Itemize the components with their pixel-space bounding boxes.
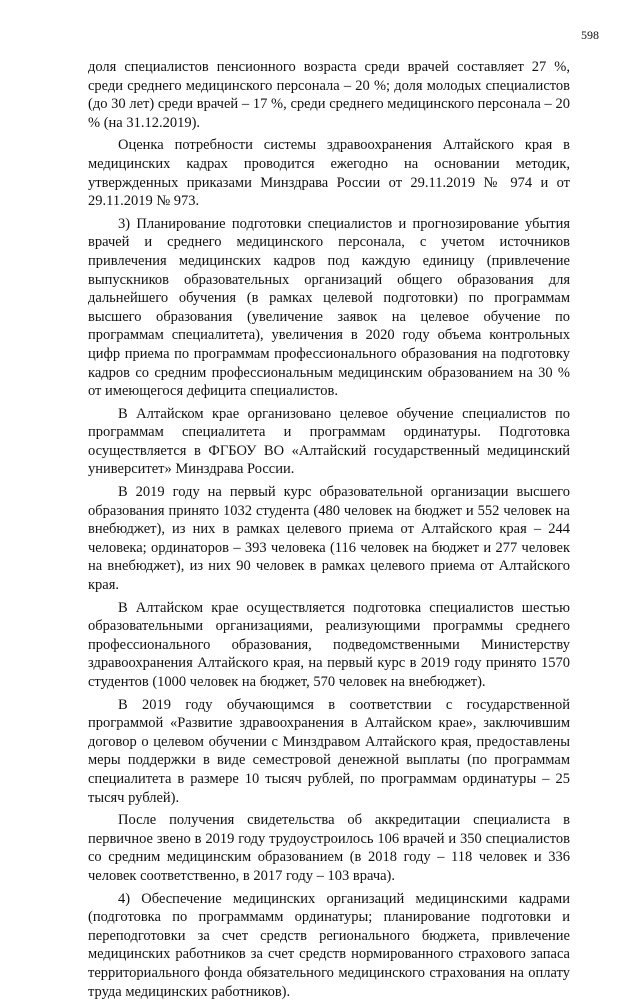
paragraph-training-planning: 3) Планирование подготовки специалистов и прогнозирование убытия врачей и среднего медицинского персонала, с учетом источников привлечения медицинских кадров под каждую единицу (привлечение выпускников образовательных организаций общего образования для дальнейшего обучения (в рамках целевой подготовки) по программам высшего образования (увеличение заявок на целевое обучение по программам специалитета), увеличения в 2020 году объема контрольных цифр приема по программам профессионального образования на подготовку кадров со средним профессиональным медицинским образованием на 30 % от имеющегося дефицита специалистов.	[88, 215, 570, 400]
paragraph-workforce-age-shares: доля специалистов пенсионного возраста среди врачей составляет 27 %, среди среднего медицинского персонала – 20 %; доля молодых специалистов (до 30 лет) среди врачей – 17 %, среди среднего медицинского персонала – 20 % (на 31.12.2019).	[88, 59, 570, 131]
paragraph-staffing-provision: 4) Обеспечение медицинских организаций медицинскими кадрами (подготовка по программамм ординатуры; планирование подготовки и переподготовки за счет средств регионального бюджета, привлечение медицинских работников за счет средств нормированного страхового запаса территориального фонда обязательного медицинского страхования на оплату труда медицинских работников).	[88, 890, 570, 1000]
paragraph-employment-after-accreditation: После получения свидетельства об аккредитации специалиста в первичное звено в 2019 году трудоустроилось 106 врачей и 350 специалистов со средним медицинским образованием (в 2018 году – 118 человек и 336 человек соответственно, в 2017 году – 103 врача).	[88, 812, 570, 884]
document-body	[88, 58, 570, 1005]
paragraph-staffing-needs-assessment: Оценка потребности системы здравоохранения Алтайского края в медицинских кадрах проводится ежегодно на основании методик, утвержденных приказами Минздрава России от 29.11.2019 № 974 и от 29.11.2019 № 973.	[88, 137, 570, 210]
page-number: 598	[581, 28, 599, 42]
paragraph-vocational-training: В Алтайском крае осуществляется подготовка специалистов шестью образовательными организациями, реализующими программы среднего профессионального образования, подведомственными Министерству здравоохранения Алтайского края, на первый курс в 2019 году принято 1570 студентов (1000 человек на бюджет, 570 человек на внебюджет).	[88, 599, 570, 690]
paragraph-higher-education-admission: В 2019 году на первый курс образовательной организации высшего образования принято 1032 студента (480 человек на бюджет и 552 человек на внебюджет), из них в рамках целевого приема от Алтайского края – 244 человека; ординаторов – 393 человека (116 человек на бюджет и 277 человек на внебюджет), из них 90 человек в рамках целевого приема от Алтайского края.	[88, 484, 570, 594]
paragraph-student-support: В 2019 году обучающимся в соответствии с государственной программой «Развитие здравоохранения в Алтайском крае», заключившим договор о целевом обучении с Минздравом Алтайского края, предоставлены меры поддержки в виде семестровой денежной выплаты (по программам специалитета в размере 10 тысяч рублей, по программам ординатуры – 25 тысяч рублей).	[88, 696, 570, 806]
paragraph-targeted-training: В Алтайском крае организовано целевое обучение специалистов по программам специалитета и программам ординатуры. Подготовка осуществляется в ФГБОУ ВО «Алтайский государственный медицинский университет» Минздрава России.	[88, 405, 570, 478]
